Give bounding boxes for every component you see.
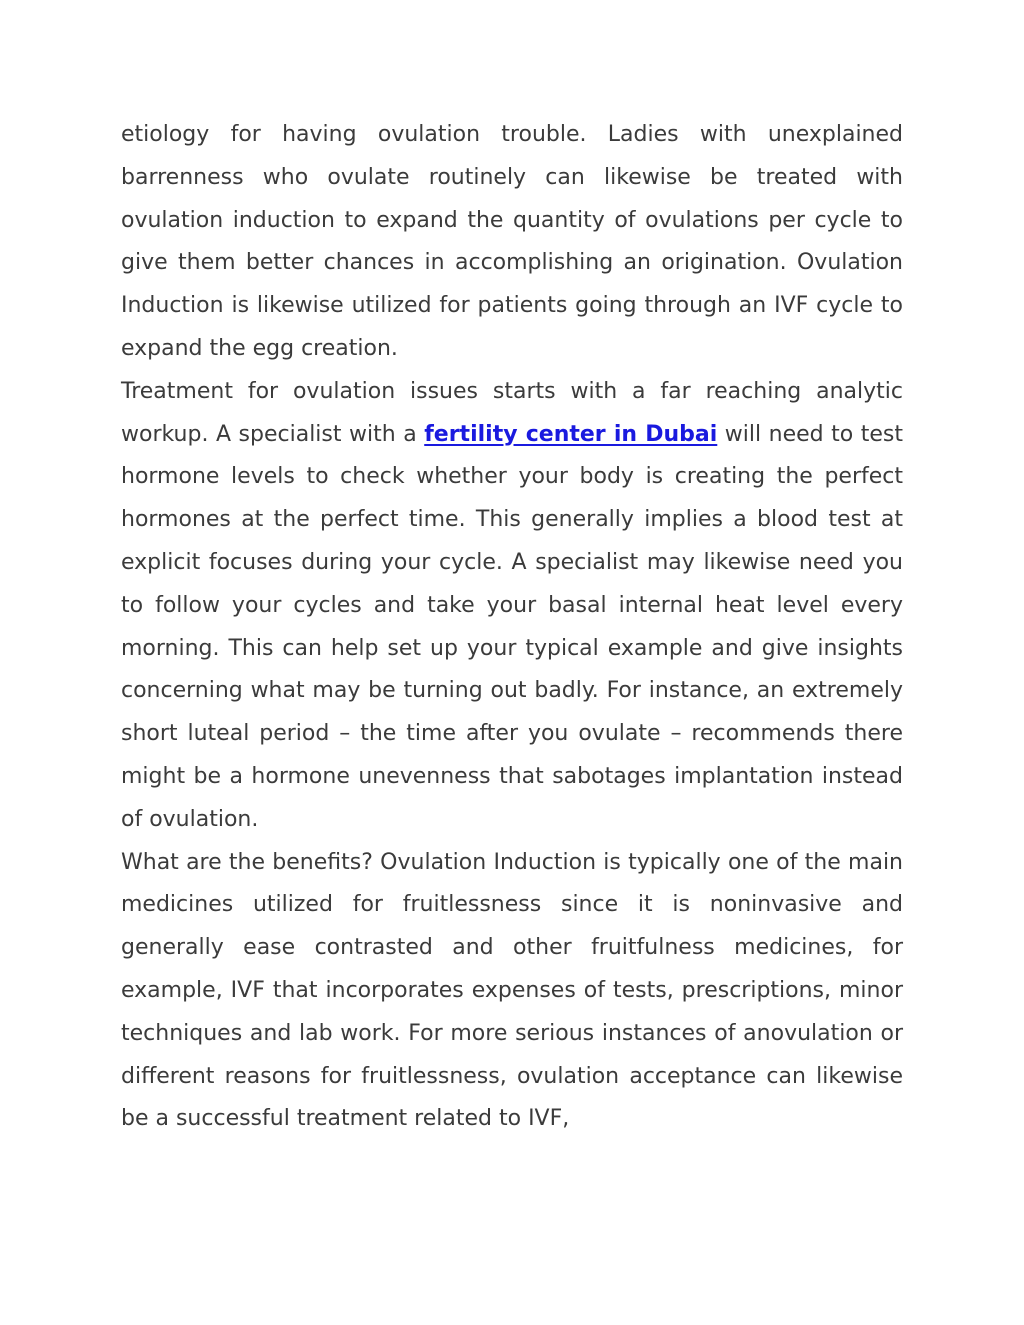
paragraph-benefits: What are the benefits? Ovulation Induction is typically one of the main medicines utilized for fruitlessness since it is noninvasive and generally ease contrasted and other fruitfulness medicines, for example, IVF that incorporates expenses of tests, prescriptions, minor techniques and lab work. For more serious instances of anovulation or different reasons for fruitlessness, ovulation acceptance can likewise be a successful treatment related to IVF, (121, 849, 903, 1132)
fertility-center-link[interactable]: fertility center in Dubai (424, 421, 718, 447)
paragraph-ovulation-induction: etiology for having ovulation trouble. Ladies with unexplained barrenness who ovulate routinely can likewise be treated with ovulation induction to expand the quantity of ovulations per cycle to give them better chances in accomplishing an origination. Ovulation Induction is likewise utilized for patients going through an IVF cycle to expand the egg creation. (121, 122, 903, 361)
paragraph-text-before-link: Treatment for ovulation issues starts with a far reaching analytic workup. A specialist with a (121, 378, 903, 447)
paragraph-text-after-link: will need to test hormone levels to check whether your body is creating the perfect hormones at the perfect time. This generally implies a blood test at explicit focuses during your cycle. A specialist may likewise need you to follow your cycles and take your basal internal heat level every morning. This can help set up your typical example and give insights concerning what may be turning out badly. For instance, an extremely short luteal period – the time after you ovulate – recommends there might be a hormone unevenness that sabotages implantation instead of ovulation. (121, 421, 903, 832)
document-page (121, 114, 903, 1141)
paragraph-treatment (121, 371, 903, 842)
